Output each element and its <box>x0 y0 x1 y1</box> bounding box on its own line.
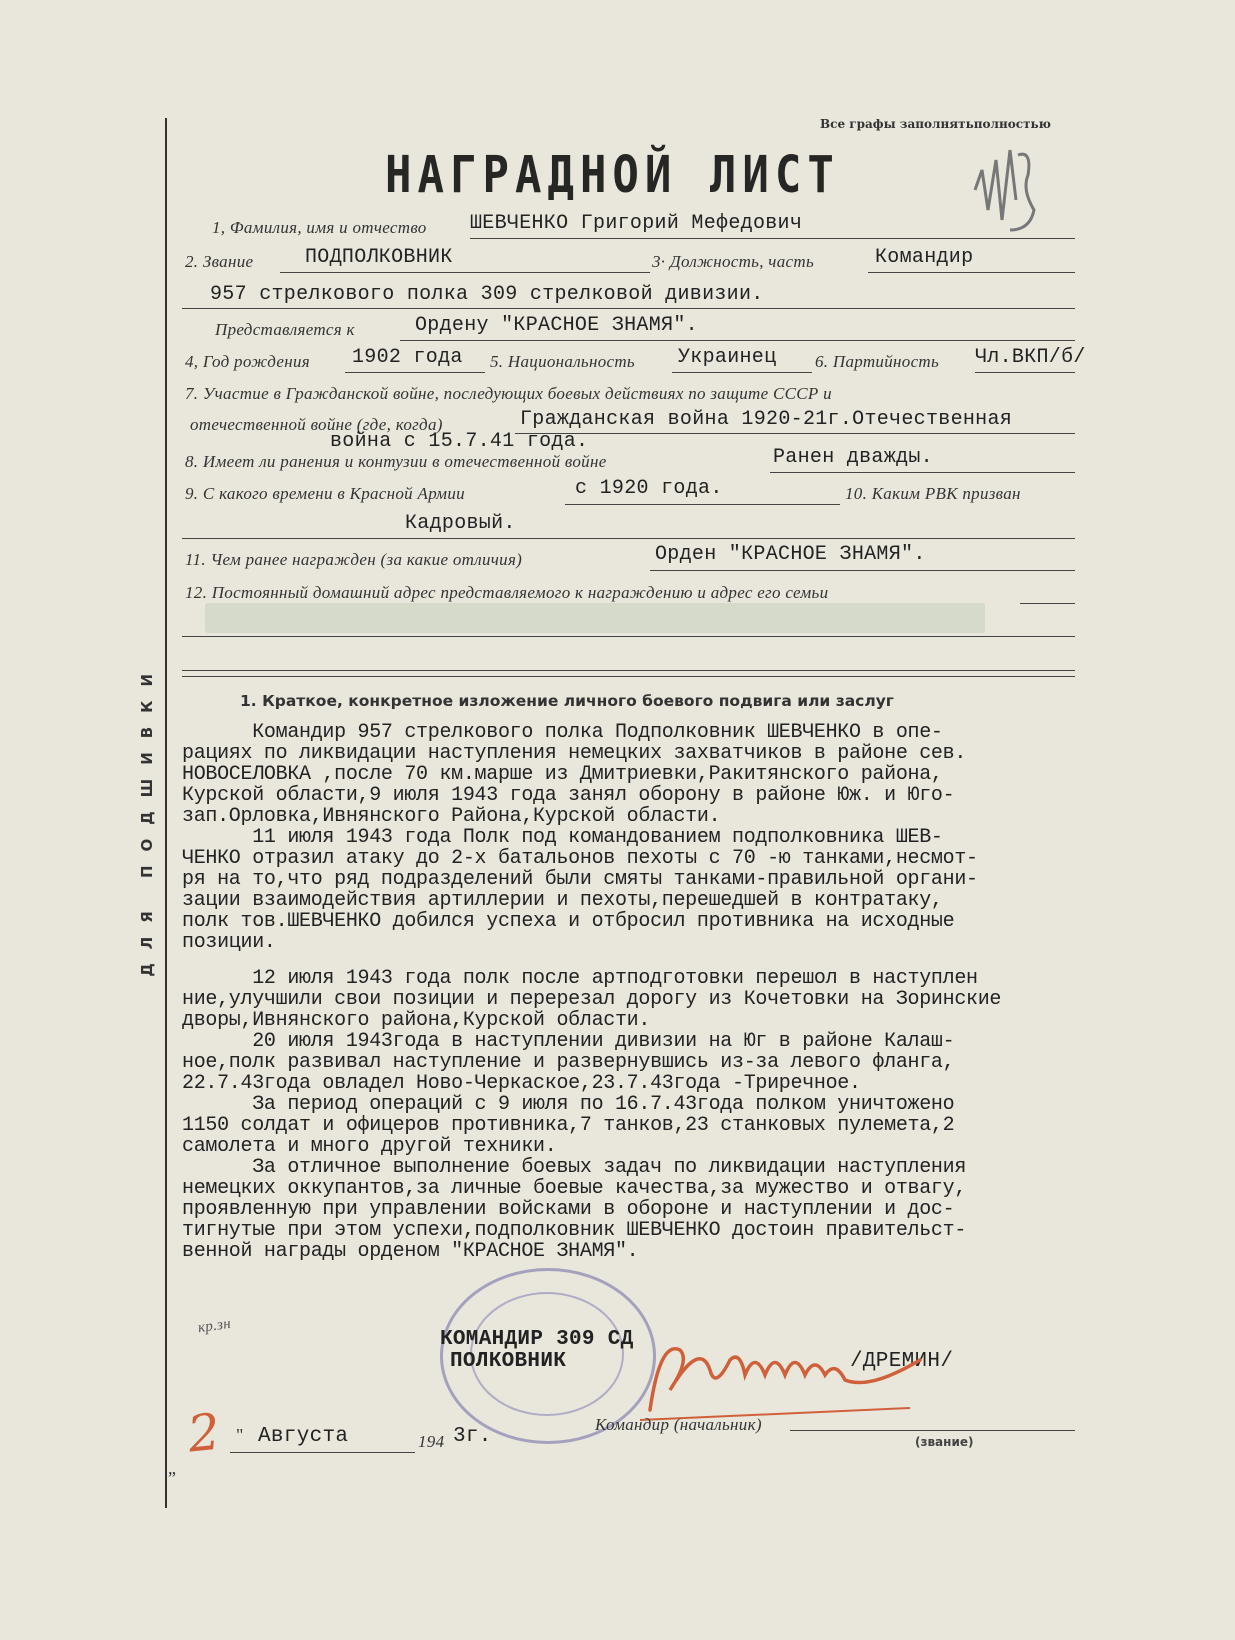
field-6-value: Чл.ВКП/б/ <box>975 346 1086 369</box>
field-7-value-line2: война с 15.7.41 года. <box>330 430 589 453</box>
narrative-line: дворы,Ивнянского района,Курской области. <box>182 1009 651 1032</box>
narrative-line: тигнутые при этом успехи,подполковник ШЕВЧЕНКО достоин правительст- <box>182 1219 967 1242</box>
section-divider-1 <box>182 670 1075 671</box>
section-divider-2 <box>182 676 1075 677</box>
narrative-line: зации взаимодействия артиллерии и пехоты,перешедшей в контратаку, <box>182 889 943 912</box>
narrative-line: Курской области,9 июля 1943 года занял оборону в районе Юж. и Юго- <box>182 784 955 807</box>
margin-binding-label: ДЛЯ ПОДШИВКИ <box>138 660 156 977</box>
field-8-label: 8. Имеет ли ранения и контузии в отечественной войне <box>185 452 607 471</box>
narrative-line: ря на то,что ряд подразделений были смяты танками-правильной органи- <box>182 868 978 891</box>
document-title: НАГРАДНОЙ ЛИСТ <box>385 146 840 205</box>
narrative-line: НОВОСЕЛОВКА ,после 70 км.марше из Дмитриевки,Ракитянского района, <box>182 763 943 786</box>
field-9-label: 9. С какого времени в Красной Армии <box>185 484 465 503</box>
field-5-value: Украинец <box>678 346 777 369</box>
narrative-line: самолета и много другой техники. <box>182 1135 557 1158</box>
narrative-line: венной награды орденом "КРАСНОЕ ЗНАМЯ". <box>182 1240 639 1263</box>
narrative-line: проявленную при управлении войсками в обороне и наступлении и дос- <box>182 1198 955 1221</box>
date-year-suffix: 3г. <box>453 1425 492 1448</box>
field-12-underline-2 <box>182 636 1075 637</box>
field-3-value: Командир <box>875 246 974 269</box>
nominated-underline <box>400 340 1075 341</box>
field-5-underline <box>672 372 812 373</box>
narrative-line: 22.7.43года овладел Ново-Черкаское,23.7.43года -Триречное. <box>182 1072 861 1095</box>
narrative-line: Командир 957 стрелкового полка Подполковник ШЕВЧЕНКО в опе- <box>182 721 943 744</box>
field-10-label: 10. Каким РВК призван <box>845 484 1021 503</box>
rank-caption: (звание) <box>915 1435 974 1449</box>
field-10-underline <box>182 538 1075 539</box>
field-3-underline <box>868 272 1075 273</box>
field-6-label: 6. Партийность <box>815 352 940 371</box>
date-day-handwritten: 2 <box>185 1402 223 1464</box>
top-instruction-note: Все графы заполнятьполностью <box>820 117 1051 131</box>
commander-title-line1: КОМАНДИР 309 СД <box>440 1328 634 1351</box>
nominated-label: Представляется к <box>215 320 355 339</box>
field-12-label: 12. Постоянный домашний адрес представляемого к награждению и адрес его семьи <box>185 583 829 602</box>
field-10-value: Кадровый. <box>405 512 516 535</box>
narrative-line: 12 июля 1943 года полк после артподготовки перешол в наступлен <box>182 967 978 990</box>
redacted-address-area <box>205 603 985 633</box>
narrative-line: ЧЕНКО отразил атаку до 2-х батальонов пехоты с 70 -ю танками,несмот- <box>182 847 978 870</box>
handwritten-signature <box>640 1320 930 1430</box>
field-9-underline <box>565 504 840 505</box>
rank-underline <box>790 1430 1075 1431</box>
narrative-line: 20 июля 1943года в наступлении дивизии на Юг в районе Калаш- <box>182 1030 955 1053</box>
field-2-value: ПОДПОЛКОВНИК <box>305 246 453 269</box>
field-6-underline <box>975 372 1075 373</box>
field-9-value: с 1920 года. <box>575 477 723 500</box>
narrative-line: ное,полк развивал наступление и развернувшись из-за левого фланга, <box>182 1051 955 1074</box>
narrative-line: рациях по ликвидации наступления немецких захватчиков в районе сев. <box>182 742 967 765</box>
field-2-label: 2. Звание <box>185 252 254 271</box>
date-month-underline <box>230 1452 415 1453</box>
narrative-line: 11 июля 1943 года Полк под командованием подполковника ШЕВ- <box>182 826 943 849</box>
narrative-line: За период операций с 9 июля по 16.7.43года полком уничтожено <box>182 1093 955 1116</box>
field-8-value: Ранен дважды. <box>773 446 933 469</box>
narrative-line: ние,улучшили свои позиции и перерезал дорогу из Кочетовки на Зоринские <box>182 988 1002 1011</box>
field-4-value: 1902 года <box>352 346 463 369</box>
field-11-label: 11. Чем ранее награжден (за какие отличия) <box>185 550 523 569</box>
date-open-quote: „ <box>168 1458 176 1478</box>
narrative-line: немецких оккупантов,за личные боевые качества,за мужество и отвагу, <box>182 1177 967 1200</box>
field-7-underline <box>515 433 1075 434</box>
field-3-label: 3· Должность, часть <box>652 252 814 271</box>
field-12-underline <box>1020 603 1075 604</box>
narrative-line: полк тов.ШЕВЧЕНКО добился успеха и отбросил противника на исходные <box>182 910 955 933</box>
field-7-value-line1: Гражданская война 1920-21г.Отечественная <box>520 408 1013 431</box>
commander-caption: Командир (начальник) <box>595 1415 762 1434</box>
nominated-value: Ордену "КРАСНОЕ ЗНАМЯ". <box>415 314 698 337</box>
narrative-line: зап.Орловка,Ивнянского Района,Курской области. <box>182 805 721 828</box>
commander-name: /ДРЕМИН/ <box>850 1350 954 1373</box>
field-4-label: 4, Год рождения <box>185 352 310 371</box>
date-year-prefix: 194 <box>418 1432 445 1451</box>
pencil-note: кр.зн <box>196 1315 232 1337</box>
field-1-underline <box>470 238 1075 239</box>
narrative-line: За отличное выполнение боевых задач по ликвидации наступления <box>182 1156 967 1179</box>
field-3-underline-cont <box>182 308 1075 309</box>
field-11-value: Орден "КРАСНОЕ ЗНАМЯ". <box>655 543 926 566</box>
field-1-label: 1, Фамилия, имя и отчество <box>212 218 427 237</box>
field-5-label: 5. Национальность <box>490 352 635 371</box>
field-2-underline <box>280 272 650 273</box>
field-7-label-line2: отечественной войне (где, когда) <box>190 415 443 434</box>
field-8-underline <box>770 472 1075 473</box>
narrative-line: позиции. <box>182 931 276 954</box>
field-3-value-cont: 957 стрелкового полка 309 стрелковой дивизии. <box>210 283 764 306</box>
field-7-label-line1: 7. Участие в Гражданской войне, последующих боевых действиях по защите СССР и <box>185 384 832 403</box>
field-11-underline <box>650 570 1075 571</box>
field-4-underline <box>345 372 485 373</box>
field-1-value: ШЕВЧЕНКО Григорий Мефедович <box>470 212 803 235</box>
date-month: Августа <box>258 1425 349 1448</box>
section-heading: 1. Краткое, конкретное изложение личного боевого подвига или заслуг <box>240 692 894 710</box>
commander-title-line2: ПОЛКОВНИК <box>450 1350 567 1373</box>
margin-binding-line <box>165 118 167 1508</box>
narrative-line: 1150 солдат и офицеров противника,7 танков,23 станковых пулемета,2 <box>182 1114 955 1137</box>
pencil-scribble-mark <box>970 130 1040 240</box>
date-close-quote: " <box>236 1425 244 1445</box>
